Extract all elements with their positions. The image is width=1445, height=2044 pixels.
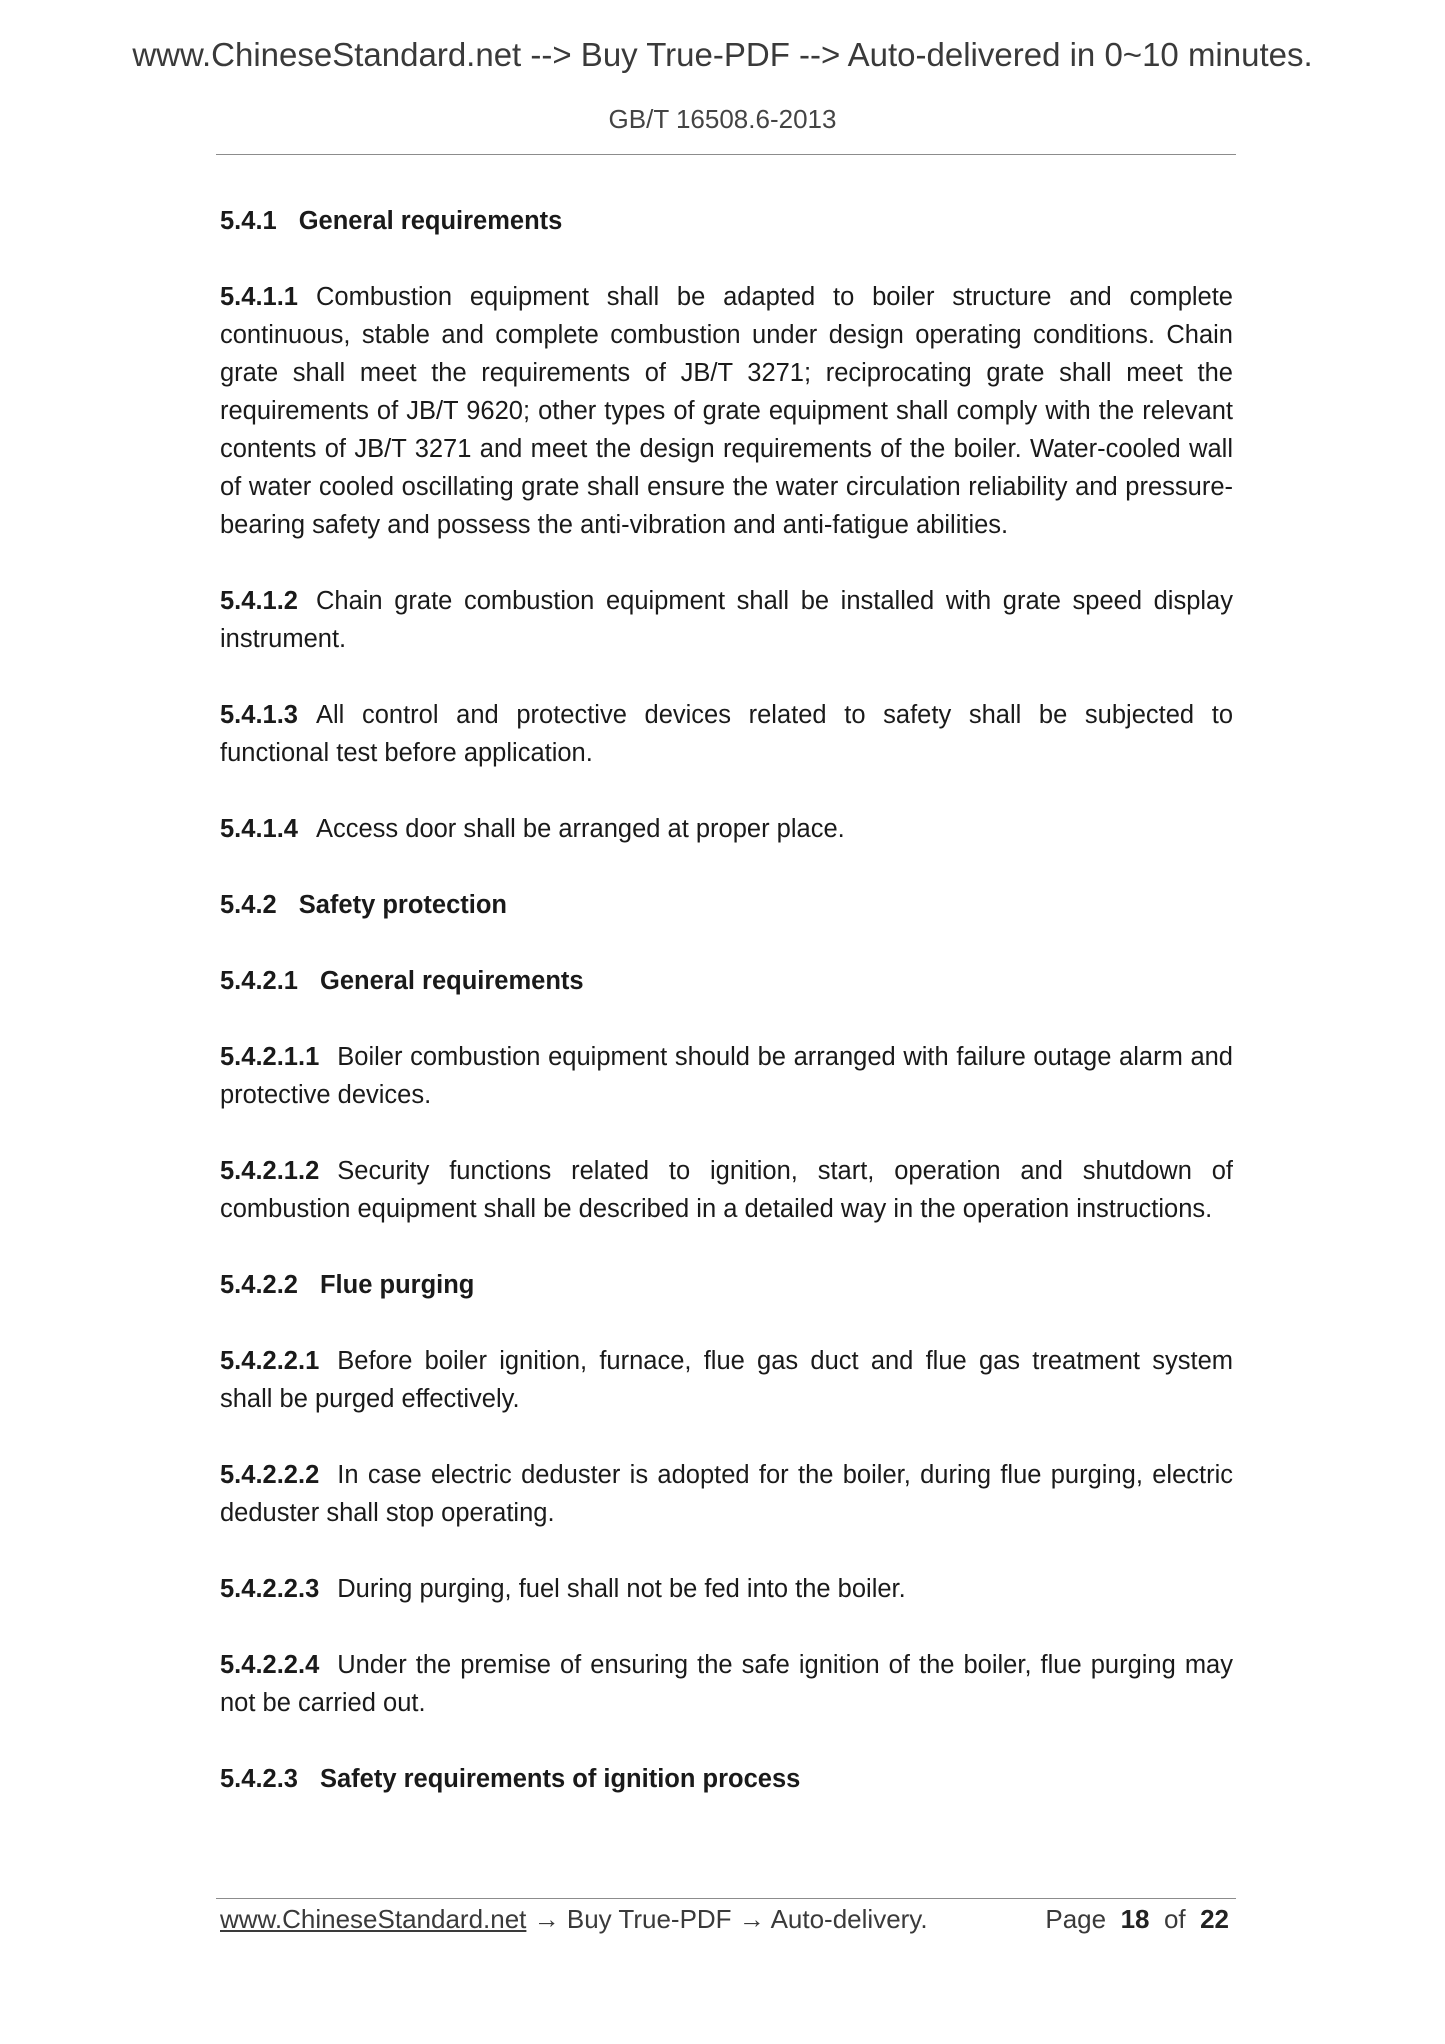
- section-heading: [220, 1760, 1233, 1798]
- footer-tagline: → Buy True-PDF → Auto-delivery.: [526, 1904, 928, 1934]
- clause-paragraph: [220, 1152, 1233, 1228]
- clause-number: 5.4.1.1: [220, 283, 298, 311]
- clause-number: 5.4.2.2.2: [220, 1461, 320, 1489]
- clause-text: In case electric deduster is adopted for the boiler, during flue purging, electric deduster shall stop operating.: [220, 1461, 1233, 1527]
- top-banner: www.ChineseStandard.net --> Buy True-PDF --> Auto-delivered in 0~10 minutes.: [132, 36, 1313, 73]
- total-pages-number: 22: [1200, 1904, 1229, 1934]
- document-code: GB/T 16508.6-2013: [608, 104, 837, 134]
- clause-paragraph: [220, 1646, 1233, 1722]
- clause-paragraph: [220, 1456, 1233, 1532]
- heading-text: General requirements: [298, 207, 563, 235]
- clause-paragraph: [220, 696, 1233, 772]
- clause-number: 5.4.2: [220, 891, 277, 919]
- footer-divider: [216, 1898, 1236, 1899]
- clause-paragraph: [220, 810, 1233, 848]
- clause-text: Access door shall be arranged at proper place.: [315, 815, 845, 843]
- clause-paragraph: [220, 1570, 1233, 1608]
- footer-site-link[interactable]: www.ChineseStandard.net: [220, 1904, 527, 1934]
- clause-paragraph: [220, 1342, 1233, 1418]
- footer-promo: [220, 1904, 928, 1935]
- current-page-number: 18: [1120, 1904, 1150, 1934]
- clause-number: 5.4.2.2.4: [220, 1651, 320, 1679]
- heading-text: Flue purging: [319, 1271, 475, 1299]
- clause-number: 5.4.2.1.2: [220, 1157, 320, 1185]
- clause-text: Combustion equipment shall be adapted to boiler structure and complete continuous, stable and complete combustion under design operating conditions. Chain grate shall meet the requirements of JB/T 3271; reciprocating grate shall meet the requirements of JB/T 9620; other types of grate equipment shall comply with the relevant contents of JB/T 3271 and meet the design requirements of the boiler. Water-cooled wall of water cooled oscillating grate shall ensure the water circulation reliability and pressure-bearing safety and possess the anti-vibration and anti-fatigue abilities.: [220, 283, 1233, 539]
- section-heading: [220, 202, 1233, 240]
- clause-text: Chain grate combustion equipment shall be installed with grate speed display instrument.: [220, 587, 1233, 653]
- heading-text: Safety protection: [298, 891, 508, 919]
- clause-text: During purging, fuel shall not be fed into the boiler.: [337, 1575, 906, 1603]
- of-label: of: [1163, 1904, 1186, 1934]
- page-indicator: [1045, 1904, 1229, 1935]
- clause-number: 5.4.2.1.1: [220, 1043, 320, 1071]
- page-label: Page: [1045, 1904, 1107, 1934]
- clause-paragraph: [220, 278, 1233, 544]
- clause-number: 5.4.1.3: [220, 701, 298, 729]
- clause-text: Under the premise of ensuring the safe ignition of the boiler, flue purging may not be carried out.: [220, 1651, 1233, 1717]
- document-body: [220, 202, 1233, 1836]
- section-heading: [220, 886, 1233, 924]
- clause-number: 5.4.2.2: [220, 1271, 298, 1299]
- clause-text: Security functions related to ignition, start, operation and shutdown of combustion equipment shall be described in a detailed way in the operation instructions.: [220, 1157, 1233, 1223]
- clause-number: 5.4.2.2.1: [220, 1347, 320, 1375]
- clause-text: Boiler combustion equipment should be arranged with failure outage alarm and protective devices.: [220, 1043, 1233, 1109]
- clause-number: 5.4.2.1: [220, 967, 298, 995]
- clause-paragraph: [220, 582, 1233, 658]
- clause-number: 5.4.2.2.3: [220, 1575, 320, 1603]
- header-divider: [216, 154, 1236, 155]
- heading-text: General requirements: [319, 967, 584, 995]
- section-heading: [220, 1266, 1233, 1304]
- clause-text: Before boiler ignition, furnace, flue gas duct and flue gas treatment system shall be purged effectively.: [220, 1347, 1233, 1413]
- clause-number: 5.4.1.4: [220, 815, 298, 843]
- heading-text: Safety requirements of ignition process: [319, 1765, 801, 1793]
- clause-number: 5.4.1: [220, 207, 277, 235]
- page-footer: [220, 1904, 1233, 1944]
- clause-paragraph: [220, 1038, 1233, 1114]
- section-heading: [220, 962, 1233, 1000]
- clause-number: 5.4.2.3: [220, 1765, 298, 1793]
- clause-number: 5.4.1.2: [220, 587, 298, 615]
- clause-text: All control and protective devices related to safety shall be subjected to functional test before application.: [220, 701, 1233, 767]
